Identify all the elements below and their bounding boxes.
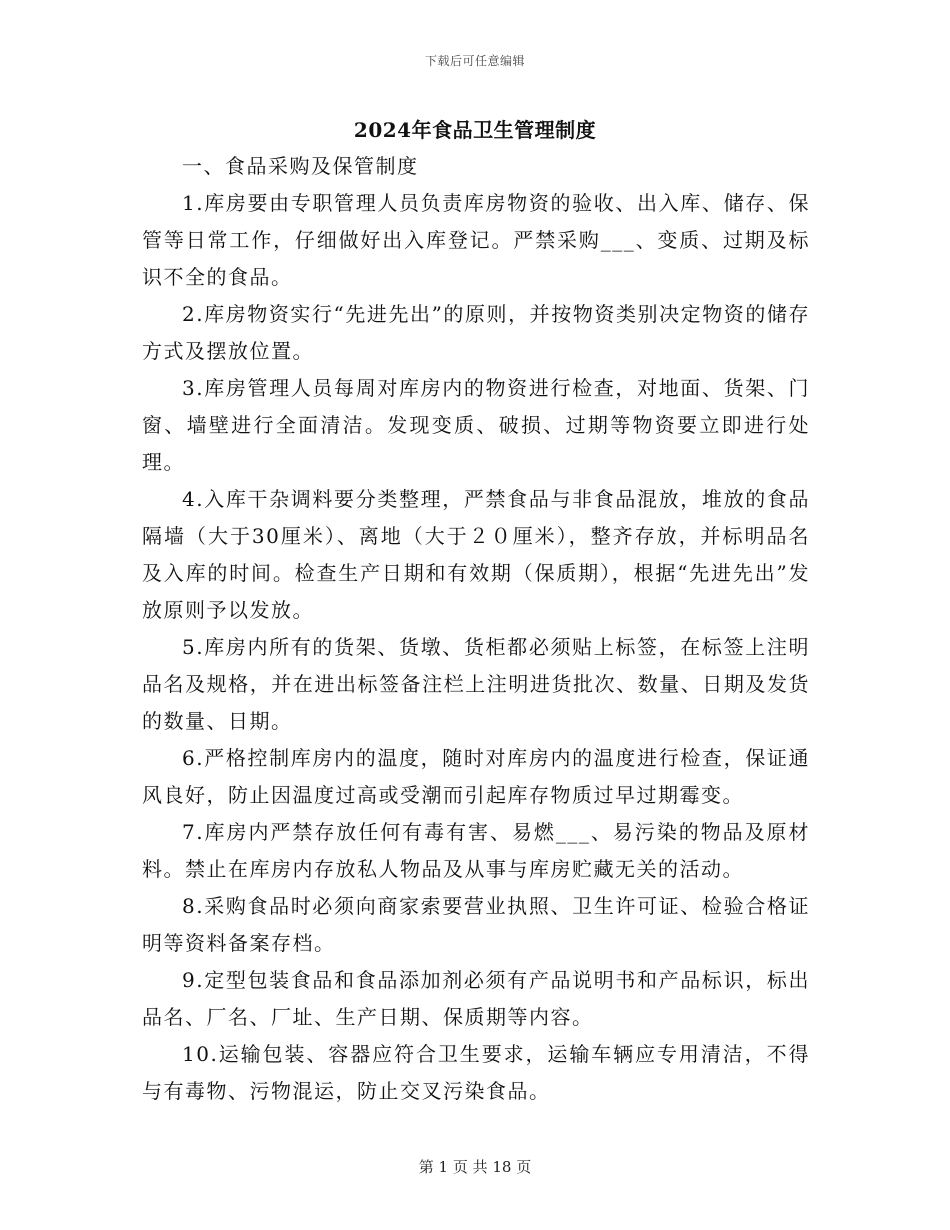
page-header-note: 下载后可任意编辑 — [424, 54, 525, 68]
document-body — [142, 148, 810, 1110]
paragraph-1: 1.库房要由专职管理人员负责库房物资的验收、出入库、储存、保管等日常工作，仔细做好出入库登记。严禁采购___、变质、过期及标识不全的食品。 — [142, 191, 810, 289]
paragraph-7: 7.库房内严禁存放任何有毒有害、易燃___、易污染的物品及原材料。禁止在库房内存放私人物品及从事与库房贮藏无关的活动。 — [142, 820, 810, 881]
paragraph-4: 4.入库干杂调料要分类整理，严禁食品与非食品混放，堆放的食品隔墙（大于30厘米）、离地（大于２０厘米），整齐存放，并标明品名及入库的时间。检查生产日期和有效期（保质期），根据“先进先出”发放原则予以发放。 — [142, 487, 810, 622]
section-heading: 一、食品采购及保管制度 — [182, 154, 419, 178]
document-title: 2024年食品卫生管理制度 — [353, 118, 597, 142]
paragraph-9: 9.定型包装食品和食品添加剂必须有产品说明书和产品标识，标出品名、厂名、厂址、生产日期、保质期等内容。 — [142, 968, 810, 1029]
paragraph-10: 10.运输包装、容器应符合卫生要求，运输车辆应专用清洁，不得与有毒物、污物混运，防止交叉污染食品。 — [142, 1042, 810, 1103]
paragraph-3: 3.库房管理人员每周对库房内的物资进行检查，对地面、货架、门窗、墙壁进行全面清洁。发现变质、破损、过期等物资要立即进行处理。 — [142, 376, 810, 474]
paragraph-2: 2.库房物资实行“先进先出”的原则，并按物资类别决定物资的储存方式及摆放位置。 — [142, 302, 810, 363]
page-number-footer: 第 1 页 共 18 页 — [418, 1158, 532, 1176]
paragraph-5: 5.库房内所有的货架、货墩、货柜都必须贴上标签，在标签上注明品名及规格，并在进出标签备注栏上注明进货批次、数量、日期及发货的数量、日期。 — [142, 635, 810, 733]
paragraph-6: 6.严格控制库房内的温度，随时对库房内的温度进行检查，保证通风良好，防止因温度过高或受潮而引起库存物质过早过期霉变。 — [142, 746, 810, 807]
paragraph-8: 8.采购食品时必须向商家索要营业执照、卫生许可证、检验合格证明等资料备案存档。 — [142, 894, 810, 955]
